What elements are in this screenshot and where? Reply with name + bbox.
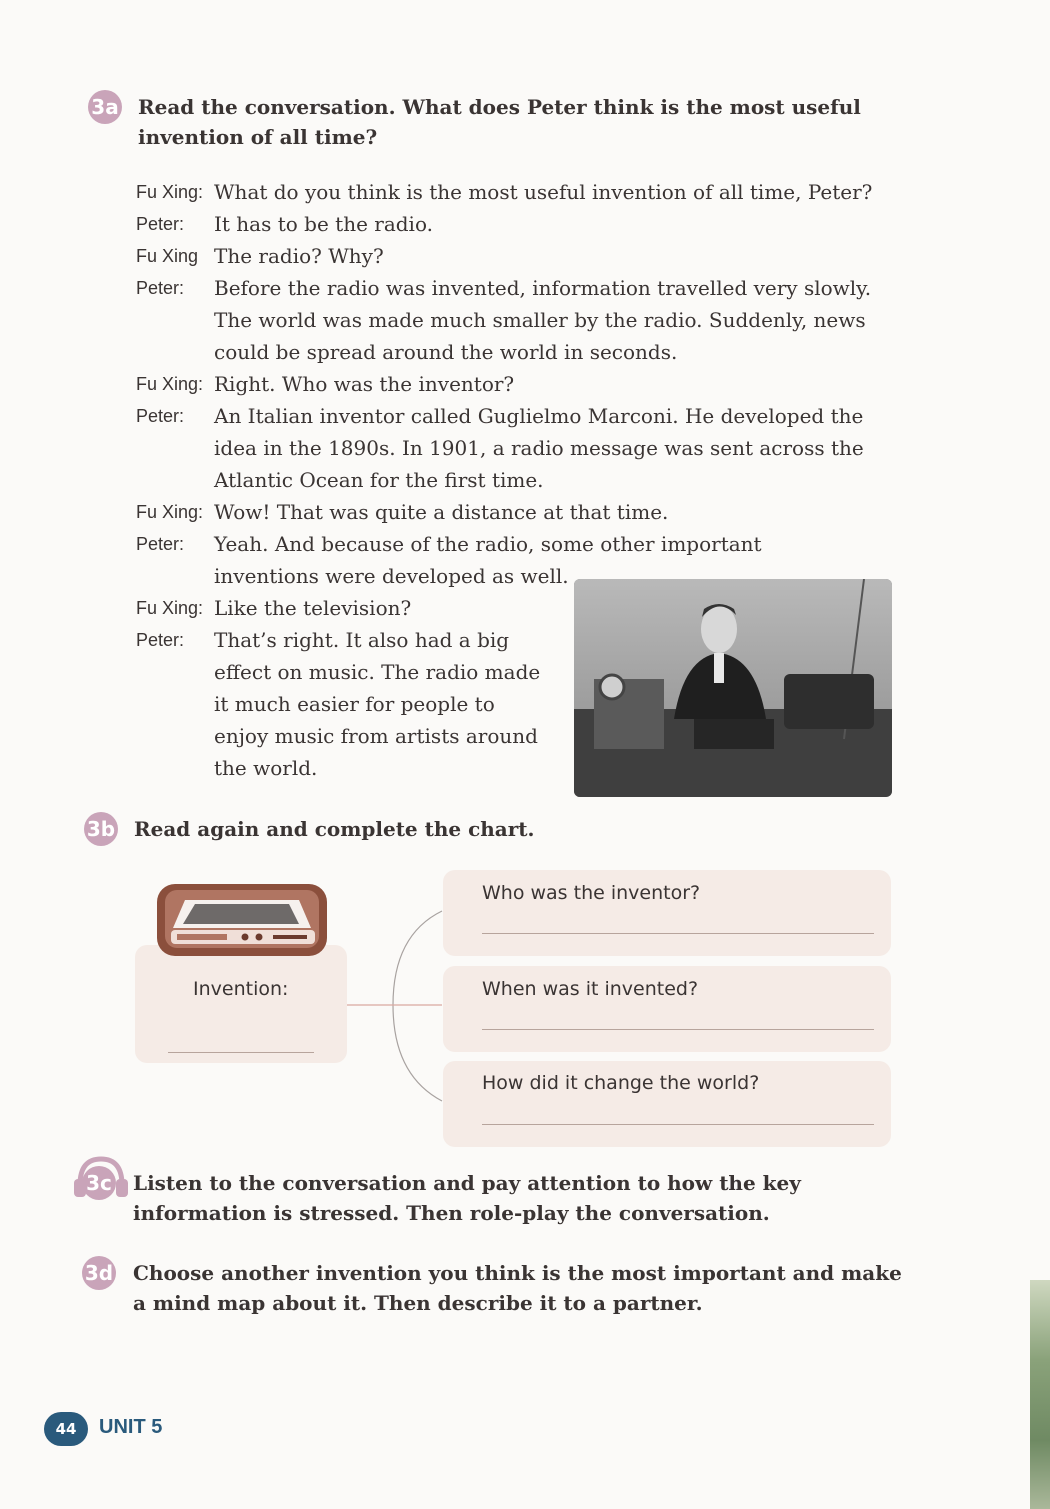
marconi-photo-illustration [574, 579, 892, 797]
invention-box [135, 945, 347, 1063]
speaker-label: Peter: [136, 630, 185, 650]
marconi-photo [574, 579, 892, 797]
line-text: Like the television? [214, 596, 412, 620]
section-3d-badge: 3d [82, 1256, 116, 1290]
conversation-line [136, 240, 906, 272]
conversation-line [136, 400, 906, 496]
invention-label: Invention: [193, 978, 289, 1000]
answer-line-change[interactable] [482, 1124, 874, 1125]
line-text: Yeah. And because of the radio, some other important inventions were developed as well. [214, 532, 762, 588]
line-text: The radio? Why? [214, 244, 384, 268]
conversation-line [136, 272, 906, 368]
section-3b-badge: 3b [84, 812, 118, 846]
line-text: An Italian inventor called Guglielmo Marconi. He developed the idea in the 1890s. In 1901, a radio message was sent across the Atlantic Ocean for the first time. [214, 404, 864, 492]
page-edge-decoration [1030, 1280, 1050, 1509]
speaker-label: Fu Xing: [136, 502, 204, 522]
connector-bracket [345, 905, 450, 1105]
conversation-line [136, 176, 906, 208]
answer-line-inventor[interactable] [482, 933, 874, 934]
line-text: Before the radio was invented, information travelled very slowly. The world was made much smaller by the radio. Suddenly, news could be spread around the world in seconds. [214, 276, 872, 364]
speaker-label: Fu Xing: [136, 182, 204, 202]
question-inventor: Who was the inventor? [482, 882, 701, 904]
speaker-label: Peter: [136, 214, 185, 234]
line-text: What do you think is the most useful invention of all time, Peter? [214, 180, 873, 204]
line-text: That’s right. It also had a big effect on music. The radio made it much easier for people to enjoy music from artists around the world. [214, 628, 541, 780]
question-change: How did it change the world? [482, 1072, 760, 1094]
speaker-label: Fu Xing [136, 246, 199, 266]
page-number: 44 [44, 1412, 88, 1446]
section-3a-badge: 3a [88, 90, 122, 124]
line-text: It has to be the radio. [214, 212, 433, 236]
speaker-label: Fu Xing: [136, 374, 204, 394]
speaker-label: Fu Xing: [136, 598, 204, 618]
conversation-line [136, 368, 906, 400]
conversation-line [136, 208, 906, 240]
section-3c-instruction: Listen to the conversation and pay attention to how the key information is stressed. Then role-play the conversation. [133, 1171, 801, 1225]
speaker-label: Peter: [136, 534, 185, 554]
question-when: When was it invented? [482, 978, 699, 1000]
section-3b-instruction: Read again and complete the chart. [134, 817, 535, 841]
line-text: Wow! That was quite a distance at that time. [214, 500, 669, 524]
conversation-line [136, 496, 906, 528]
radio-icon [155, 880, 330, 960]
line-text: Right. Who was the inventor? [214, 372, 515, 396]
invention-answer-line[interactable] [168, 1052, 314, 1053]
unit-label: UNIT 5 [99, 1416, 163, 1438]
section-3c-badge: 3c [82, 1166, 116, 1200]
speaker-label: Peter: [136, 406, 185, 426]
section-3d-instruction: Choose another invention you think is the most important and make a mind map about it. Then describe it to a partner. [133, 1261, 902, 1315]
answer-line-when[interactable] [482, 1029, 874, 1030]
speaker-label: Peter: [136, 278, 185, 298]
section-3a-instruction: Read the conversation. What does Peter think is the most useful invention of all time? [138, 95, 861, 149]
